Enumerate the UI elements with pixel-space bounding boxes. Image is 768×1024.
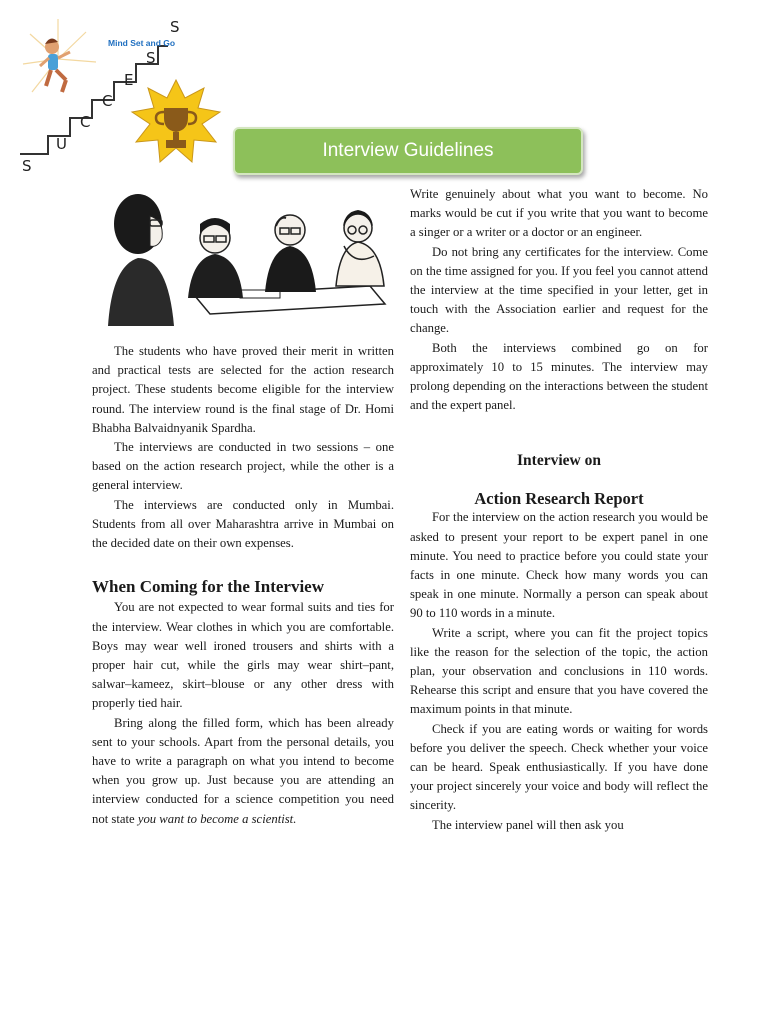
stair-letter: S	[146, 49, 156, 67]
form-paragraph-text: Bring along the filled form, which has been already sent to your schools. Apart from the personal details, you have to write a paragraph on what you intend to become when you grow up. Just because you are attending an interview conducted for a science competition you need not state	[92, 715, 394, 826]
sunburst-icon	[23, 19, 96, 92]
form-paragraph	[92, 714, 394, 829]
student-figure-icon	[108, 194, 174, 326]
stair-letter: E	[124, 71, 134, 89]
left-column	[92, 342, 394, 829]
certificates-paragraph: Do not bring any certificates for the interview. Come on the time assigned for you. If you feel you cannot attend the interview at the time specified in your letter, get in touch with the Association earlier and request for the change.	[410, 244, 708, 336]
page-title-banner: Interview Guidelines	[233, 127, 583, 175]
intro-paragraph: The students who have proved their merit in written and practical tests are selected for the action research project. These students become eligible for the interview round. The interview round is the final stage of Dr. Homi Bhabha Balvaidnyanik Spardha.	[92, 344, 394, 435]
venue-paragraph: The interviews are conducted only in Mumbai. Students from all over Maharashtra arrive in Mumbai on the decided date on their own expenses.	[92, 497, 394, 551]
script-paragraph: Write a script, where you can fit the project topics like the reason for the selection of the topic, the action plan, your observation and conclusions in 110 words. Rehearse this script and ensure that you have covered the maximum points in that minute.	[410, 625, 708, 717]
section-heading-interview-on: Interview on	[517, 452, 601, 470]
panel-member-icon	[265, 215, 316, 292]
success-stairs-logo	[18, 14, 228, 184]
panel-member-icon	[336, 210, 384, 286]
presentation-paragraph: For the interview on the action research you would be asked to present your report to be expert panel in one minute. You need to practice before you could state your facts in one minute. Check how many words you can speak in one minute. Normally a person can speak about 90 to 110 words in a minute.	[410, 510, 708, 621]
section-heading-when-coming: When Coming for the Interview	[92, 577, 324, 597]
stair-letter: C	[80, 113, 91, 131]
stair-letter: U	[56, 135, 67, 153]
dress-code-paragraph: You are not expected to wear formal suits and ties for the interview. Wear clothes in which you are comfortable. Boys may wear well ironed trousers and shirts with a proper hair cut, while the girls may wear shirt–pant, salwar–kameez, skirt–blouse or any other dress with properly tied hair.	[92, 600, 394, 711]
write-genuinely-paragraph: Write genuinely about what you want to become. No marks would be cut if you write that you want to become a singer or a writer or a doctor or an engineer.	[410, 187, 708, 240]
stair-letter: S	[22, 157, 32, 175]
sessions-paragraph: The interviews are conducted in two sessions – one based on the action research project, while the other is a general interview.	[92, 440, 394, 493]
interview-illustration	[100, 186, 395, 331]
duration-paragraph: Both the interviews combined go on for approximately 10 to 15 minutes. The interview may prolong depending on the interactions between the student and the expert panel.	[410, 340, 708, 413]
panel-paragraph: The interview panel will then ask you	[432, 817, 624, 832]
stair-letter: S	[170, 18, 180, 36]
panel-member-icon	[188, 218, 243, 298]
brand-label: Mind Set and Go	[108, 38, 176, 48]
right-column	[410, 185, 708, 835]
section-heading-action-research: Action Research Report	[474, 489, 644, 509]
delivery-paragraph: Check if you are eating words or waiting for words before you deliver the speech. Check whether your voice can be heard. Speak enthusiastically. If you have done your project sincerely your voice and body will reflect the sincerity.	[410, 721, 708, 813]
trophy-icon	[132, 80, 220, 162]
stair-letter: C	[102, 92, 113, 110]
form-paragraph-italic: you want to become a scientist.	[137, 811, 297, 826]
